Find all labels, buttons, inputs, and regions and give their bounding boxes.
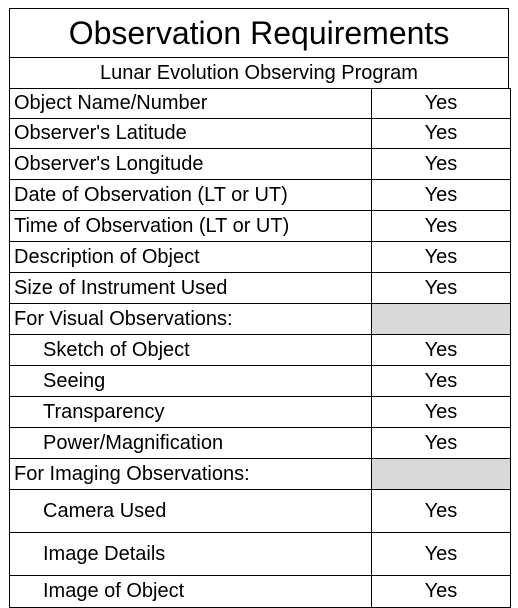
table-row bbox=[10, 273, 511, 304]
requirement-label: Sketch of Object bbox=[10, 335, 372, 366]
requirement-value: Yes bbox=[372, 428, 511, 459]
requirement-value: Yes bbox=[372, 366, 511, 397]
requirement-value: Yes bbox=[372, 490, 511, 533]
requirement-label: Size of Instrument Used bbox=[10, 273, 372, 304]
requirements-sheet bbox=[9, 8, 509, 608]
table-row bbox=[10, 89, 511, 119]
requirement-label: Seeing bbox=[10, 366, 372, 397]
requirement-value: Yes bbox=[372, 242, 511, 273]
requirements-table bbox=[9, 88, 511, 608]
table-row bbox=[10, 211, 511, 242]
table-row bbox=[10, 533, 511, 576]
section-header-visual: For Visual Observations: bbox=[10, 304, 372, 335]
requirement-label: Description of Object bbox=[10, 242, 372, 273]
requirement-label: Transparency bbox=[10, 397, 372, 428]
section-value-shaded bbox=[372, 304, 511, 335]
requirement-label: Image Details bbox=[10, 533, 372, 576]
requirement-value: Yes bbox=[372, 273, 511, 304]
requirement-value: Yes bbox=[372, 149, 511, 180]
requirement-label: Observer's Latitude bbox=[10, 119, 372, 149]
requirement-value: Yes bbox=[372, 211, 511, 242]
section-row-imaging bbox=[10, 459, 511, 490]
sheet-title: Observation Requirements bbox=[9, 8, 509, 57]
sheet-subtitle: Lunar Evolution Observing Program bbox=[9, 57, 509, 88]
requirement-label: Observer's Longitude bbox=[10, 149, 372, 180]
section-row-visual bbox=[10, 304, 511, 335]
requirement-label: Power/Magnification bbox=[10, 428, 372, 459]
requirement-label: Object Name/Number bbox=[10, 89, 372, 119]
table-row bbox=[10, 149, 511, 180]
section-header-imaging: For Imaging Observations: bbox=[10, 459, 372, 490]
requirement-value: Yes bbox=[372, 119, 511, 149]
table-row bbox=[10, 242, 511, 273]
table-row bbox=[10, 428, 511, 459]
section-value-shaded bbox=[372, 459, 511, 490]
table-row bbox=[10, 490, 511, 533]
requirement-value: Yes bbox=[372, 533, 511, 576]
requirement-value: Yes bbox=[372, 180, 511, 211]
requirement-value: Yes bbox=[372, 397, 511, 428]
table-row bbox=[10, 119, 511, 149]
table-row bbox=[10, 366, 511, 397]
requirement-value: Yes bbox=[372, 576, 511, 608]
requirement-value: Yes bbox=[372, 335, 511, 366]
requirement-label: Time of Observation (LT or UT) bbox=[10, 211, 372, 242]
table-row bbox=[10, 397, 511, 428]
requirement-value: Yes bbox=[372, 89, 511, 119]
requirement-label: Image of Object bbox=[10, 576, 372, 608]
table-row bbox=[10, 180, 511, 211]
requirement-label: Camera Used bbox=[10, 490, 372, 533]
requirement-label: Date of Observation (LT or UT) bbox=[10, 180, 372, 211]
table-row bbox=[10, 335, 511, 366]
